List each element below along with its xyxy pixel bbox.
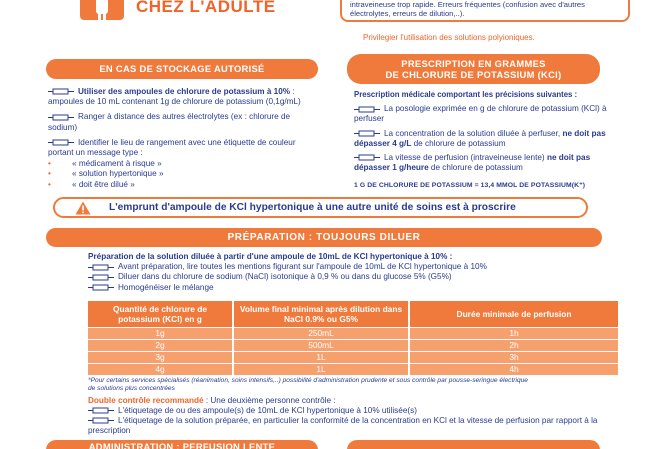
preparation-banner: PRÉPARATION : TOUJOURS DILUER — [46, 228, 602, 247]
potassium-equivalence: 1 G DE CHLORURE DE POTASSIUM = 13,4 MMOL DE POTASSIUM(K⁺) — [354, 182, 586, 190]
storage-item — [48, 138, 316, 158]
syringe-icon — [354, 154, 380, 161]
table-header-duration: Durée minimale de perfusion — [410, 301, 618, 327]
syringe-icon — [48, 114, 74, 121]
table-cell: 1h — [410, 327, 618, 339]
syringe-icon — [88, 264, 114, 271]
prescription-banner-line2: DE CHLORURE DE POTASSIUM (KCl) — [385, 69, 562, 80]
bullet-dot-icon: • — [48, 169, 51, 179]
prescription-item1: La posologie exprimée en g de chlorure de potassium (KCl) à perfuser — [354, 104, 607, 124]
warning-text: L'emprunt d'ampoule de KCl hypertonique à une autre unité de soins est à proscrire — [109, 202, 516, 213]
syringe-icon — [48, 88, 74, 95]
table-cell: 1L — [234, 363, 410, 375]
table-header-volume: Volume final minimal après dilution dans NaCl 0.9% ou G5% — [234, 301, 410, 327]
double-check-label: Double contrôle recommandé — [88, 396, 204, 405]
table-cell: 1L — [234, 351, 410, 363]
prescription-item3-a: La vitesse de perfusion (intraveineuse lente) — [384, 153, 547, 163]
storage-item — [48, 87, 316, 107]
table-cell: 2h — [410, 339, 618, 351]
bullet-item — [48, 159, 316, 169]
syringe-icon — [48, 139, 74, 146]
footnote: *Pour certains services spécialisés (réanimation, soins intensifs,..) possibilité d'administration prudente et sous contrôle par pousse-seringue électrique de solutions plus concentrées — [88, 377, 528, 392]
preparation-step — [88, 283, 628, 293]
preparation-intro: Préparation de la solution diluée à partir d'une ampoule de 10mL de KCl hypertonique à 10% : — [88, 252, 453, 261]
table-row — [88, 339, 618, 351]
storage-item — [48, 112, 316, 132]
check-item — [88, 416, 598, 436]
warning-triangle-icon — [75, 201, 91, 215]
prescription-item — [354, 104, 616, 124]
check-item-text: L'étiquetage de ou des ampoule(s) de 10mL de KCl hypertonique à 10% utilisée(s) — [118, 406, 417, 415]
bullet-text: « doit être dilué » — [72, 179, 135, 189]
warning-bar — [53, 197, 588, 218]
preparation-step — [88, 272, 628, 282]
table-row — [88, 327, 618, 339]
table-cell: 3g — [88, 351, 234, 363]
storage-banner: EN CAS DE STOCKAGE AUTORISÉ — [46, 59, 318, 79]
table-cell: 1g — [88, 327, 234, 339]
preparation-step-text: Avant préparation, lire toutes les mentions figurant sur l'ampoule de 10mL de KCl hypertonique à 10% — [118, 262, 487, 272]
administration-banner-text: ADMINISTRATION : PERFUSION LENTE — [88, 441, 276, 449]
bullet-text: « médicament à risque » — [72, 159, 162, 169]
syringe-icon — [88, 274, 114, 281]
check-item-text: L'étiquetage de la solution préparée, en particulier la conformité de la concentration en KCl et la vitesse de perfusion par rapport à la prescription — [88, 416, 598, 436]
bottom-right-banner — [347, 440, 600, 449]
bullet-text: « solution hypertonique » — [72, 169, 164, 179]
person-icon — [80, 0, 124, 20]
storage-list — [48, 87, 316, 190]
preparation-step-text: Homogénéiser le mélange — [118, 282, 214, 292]
preparation-step — [88, 262, 628, 272]
prescription-item2-a: La concentration de la solution diluée à perfuser, — [384, 128, 561, 138]
table-cell: 4g — [88, 363, 234, 375]
table-cell: 4h — [410, 363, 618, 375]
syringe-icon — [354, 130, 380, 137]
syringe-icon — [88, 417, 114, 424]
table-cell: 3h — [410, 351, 618, 363]
table-row — [88, 351, 618, 363]
recommendation-text: Privilegier l'utilisation des solutions polyioniques. — [363, 33, 535, 42]
dilution-table — [88, 301, 618, 375]
syringe-icon — [88, 407, 114, 414]
bullet-dot-icon: • — [48, 179, 51, 189]
top-right-text: intraveineuse trop rapide. Erreurs fréquentes (confusion avec d'autres électrolytes, erreurs de dilution,..). — [350, 0, 585, 18]
prescription-item — [354, 129, 616, 149]
bullet-dot-icon: • — [48, 159, 51, 169]
syringe-icon — [354, 106, 380, 113]
double-check — [88, 396, 628, 406]
prescription-intro: Prescription médicale comportant les précisions suivantes : — [354, 90, 578, 99]
syringe-icon — [88, 284, 114, 291]
prescription-item — [354, 153, 616, 173]
table-header-quantity: Quantité de chlorure de potassium (KCl) en g — [88, 301, 234, 327]
storage-item1-bold: Utiliser des ampoules de chlorure de potassium à 10% — [78, 87, 291, 96]
storage-item2: Ranger à distance des autres électrolytes (ex : chlorure de sodium) — [48, 112, 291, 132]
top-right-box — [340, 0, 630, 22]
bullet-item — [48, 169, 316, 179]
check-item — [88, 406, 628, 416]
table-cell: 2g — [88, 339, 234, 351]
table-cell: 250mL — [234, 327, 410, 339]
storage-item1-rest: : ampoules de 10 mL contenant 1g de chlorure de potassium (0,1g/mL) — [48, 87, 301, 107]
prescription-banner — [347, 54, 600, 84]
prescription-item3-b: ne doit pas dépasser 1 g/heure — [354, 153, 591, 173]
administration-banner — [46, 440, 318, 449]
table-header-row — [88, 301, 618, 327]
table-row — [88, 363, 618, 375]
prescription-item3-c: de chlorure de potassium — [428, 163, 523, 173]
prescription-item2-c: de chlorure de potassium — [411, 138, 506, 148]
double-check-rest: : Une deuxième personne contrôle : — [203, 396, 336, 405]
prescription-banner-line1: PRESCRIPTION EN GRAMMES — [401, 58, 546, 69]
preparation-step-text: Diluer dans du chlorure de sodium (NaCl) isotonique à 0,9 % ou dans du glucose 5% (G5%) — [118, 272, 452, 282]
storage-item3: Identifier le lieu de rangement avec une étiquette de couleur portant un message type : — [48, 137, 296, 158]
preparation-steps — [88, 252, 628, 293]
person-icon-tile — [80, 0, 124, 20]
page-title: CHEZ L'ADULTE — [136, 0, 276, 16]
prescription-list — [354, 90, 616, 190]
prescription-item2-b: ne doit pas dépasser 4 g/L — [354, 128, 606, 148]
bullet-item — [48, 180, 316, 190]
table-cell: 500mL — [234, 339, 410, 351]
